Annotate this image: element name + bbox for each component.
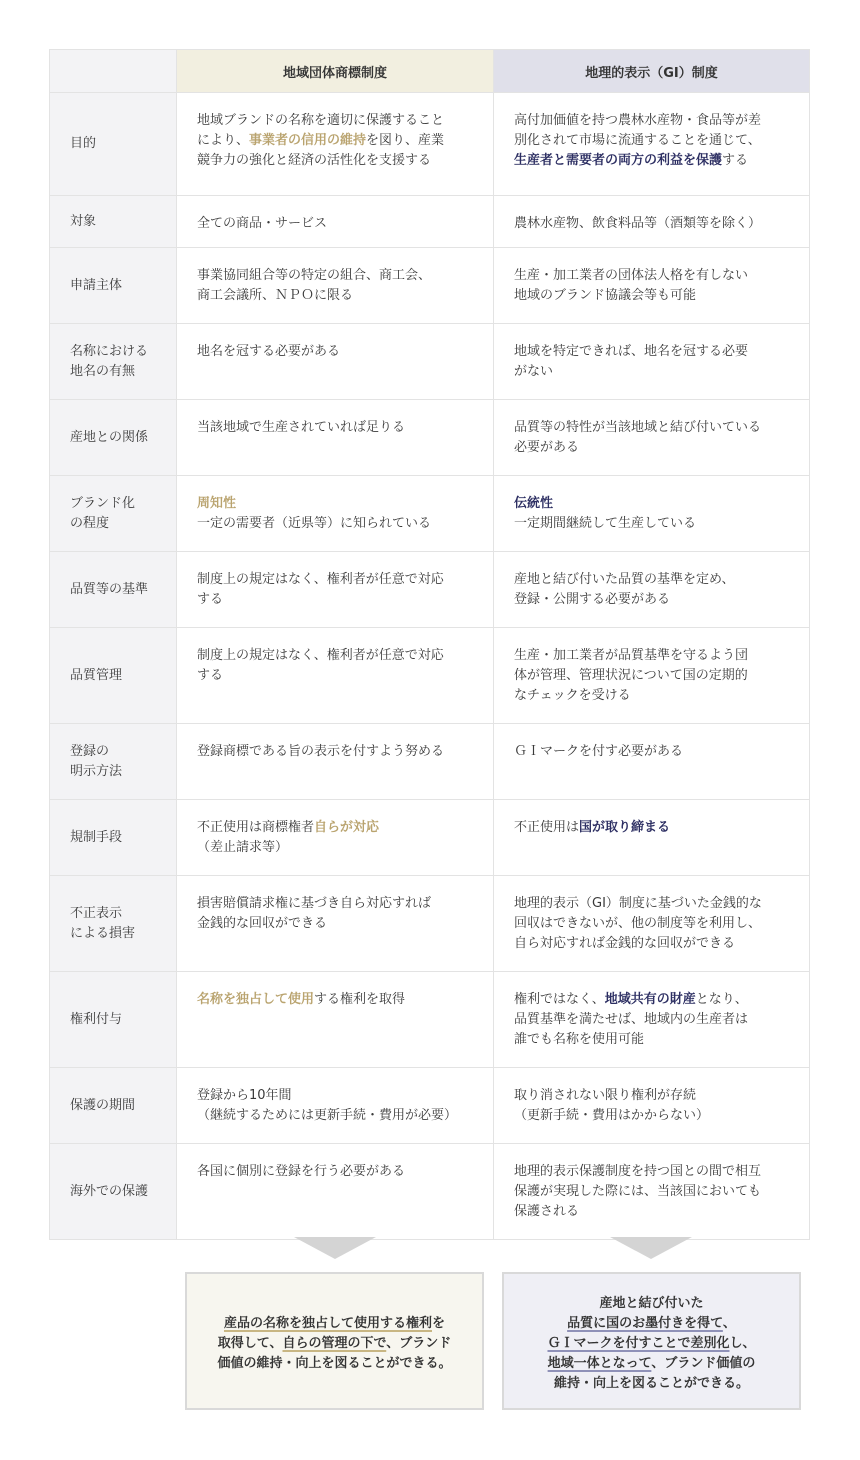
row-label-text: 地名の有無 [70, 363, 136, 379]
cell-geographical-indication [494, 400, 810, 476]
text-segment: 不正使用は商標権者 [197, 820, 315, 835]
cell-geographical-indication [494, 248, 810, 324]
summary-right-line [504, 1334, 799, 1354]
cell-regional-trademark-line [197, 666, 477, 686]
cell-regional-trademark-line [197, 742, 477, 762]
cell-geographical-indication-line [514, 131, 793, 151]
row-label-text: 保護の期間 [70, 1097, 136, 1113]
text-segment: がない [514, 364, 554, 379]
summary-geographical-indication [502, 1272, 801, 1410]
text-segment: 、 [722, 1316, 736, 1331]
cell-regional-trademark-line [197, 1162, 477, 1182]
cell-geographical-indication-line [514, 914, 793, 934]
text-segment: する権利を取得 [314, 992, 406, 1007]
cell-geographical-indication [494, 196, 810, 248]
cell-regional-trademark-line [197, 990, 477, 1010]
row-label-text: 権利付与 [70, 1011, 123, 1027]
summary-regional-trademark [185, 1272, 484, 1410]
cell-geographical-indication-line [514, 214, 793, 234]
underlined-text: ＧＩマークを付すことで差別化 [547, 1336, 730, 1351]
cell-regional-trademark-line [197, 151, 477, 171]
summary-left-line [187, 1314, 482, 1334]
cell-geographical-indication [494, 876, 810, 972]
cell-geographical-indication [494, 972, 810, 1068]
text-segment: 維持・向上を図ることができる。 [553, 1376, 749, 1391]
text-segment: 農林水産物、飲食料品等（酒類等を除く） [514, 216, 762, 231]
table-body [50, 93, 810, 1240]
text-segment: 一定期間継続して生産している [514, 516, 697, 531]
row-label [50, 248, 177, 324]
cell-regional-trademark [177, 552, 494, 628]
cell-regional-trademark-line [197, 266, 477, 286]
text-segment: 自ら対応すれば金銭的な回収ができる [514, 936, 736, 951]
cell-geographical-indication-line [514, 742, 793, 762]
table-row [50, 400, 810, 476]
text-segment: する [197, 592, 224, 607]
text-segment: 、ブランド価値の [651, 1356, 756, 1371]
cell-regional-trademark-line [197, 646, 477, 666]
cell-regional-trademark [177, 1068, 494, 1144]
cell-geographical-indication-line [514, 286, 793, 306]
cell-geographical-indication-line [514, 1106, 793, 1126]
text-segment: （継続するためには更新手続・費用が必要） [197, 1108, 458, 1123]
row-label-text: 登録の [70, 743, 110, 759]
cell-geographical-indication-line [514, 990, 793, 1010]
text-segment: 競争力の強化と経済の活性化を支援する [197, 153, 432, 168]
row-label-text: 対象 [70, 213, 97, 229]
cell-geographical-indication-line [514, 570, 793, 590]
cell-regional-trademark [177, 93, 494, 196]
down-arrow-right [610, 1237, 692, 1259]
text-segment: 回収はできないが、他の制度等を利用し、 [514, 916, 762, 931]
cell-geographical-indication-line [514, 666, 793, 686]
text-segment: 体が管理、管理状況について国の定期的 [514, 668, 748, 683]
row-label-text: 明示方法 [70, 763, 123, 779]
text-segment: ＧＩマークを付す必要がある [514, 744, 684, 759]
text-segment: 権利ではなく、 [514, 992, 605, 1007]
text-segment: 制度上の規定はなく、権利者が任意で対応 [197, 572, 444, 587]
highlighted-text: 国が取り締まる [579, 820, 671, 835]
table-row [50, 1144, 810, 1240]
row-label-text: 品質管理 [70, 667, 123, 683]
text-segment: 地理的表示（GI）制度に基づいた金銭的な [514, 896, 762, 911]
text-segment: 必要がある [514, 440, 580, 455]
highlighted-text: 事業者の信用の維持 [249, 133, 367, 148]
row-label [50, 876, 177, 972]
cell-geographical-indication-line [514, 686, 793, 706]
cell-geographical-indication-line [514, 362, 793, 382]
row-label [50, 724, 177, 800]
cell-regional-trademark [177, 400, 494, 476]
down-arrow-left [294, 1237, 376, 1259]
text-segment: 地域ブランドの名称を適切に保護すること [197, 113, 445, 128]
underlined-text: 自らの管理の下で [282, 1336, 387, 1351]
cell-geographical-indication [494, 324, 810, 400]
highlighted-text: 自らが対応 [314, 820, 380, 835]
highlighted-text: 生産者と需要者の両方の利益を保護 [514, 153, 723, 168]
cell-geographical-indication-line [514, 266, 793, 286]
row-label-text: 産地との関係 [70, 429, 149, 445]
row-label [50, 1068, 177, 1144]
text-segment: 各国に個別に登録を行う必要がある [197, 1164, 406, 1179]
row-label-text: 品質等の基準 [70, 581, 149, 597]
table-row [50, 324, 810, 400]
cell-regional-trademark [177, 324, 494, 400]
row-label-text: ブランド化 [70, 495, 136, 511]
highlighted-text: 伝統性 [514, 496, 554, 511]
table-row [50, 248, 810, 324]
cell-geographical-indication-line [514, 818, 793, 838]
header-geographical-indication: 地理的表示（GI）制度 [494, 50, 810, 93]
text-segment: 地域を特定できれば、地名を冠する必要 [514, 344, 749, 359]
highlighted-text: 地域共有の財産 [604, 992, 696, 1007]
cell-geographical-indication-line [514, 1182, 793, 1202]
text-segment: 損害賠償請求権に基づき自ら対応すれば [197, 896, 432, 911]
text-segment: 生産・加工業者の団体法人格を有しない [514, 268, 749, 283]
cell-regional-trademark [177, 800, 494, 876]
row-label [50, 800, 177, 876]
row-label [50, 324, 177, 400]
summary-right-line [504, 1374, 799, 1394]
cell-geographical-indication-line [514, 494, 793, 514]
text-segment: 制度上の規定はなく、権利者が任意で対応 [197, 648, 444, 663]
row-label [50, 196, 177, 248]
row-label-text: の程度 [70, 515, 110, 531]
cell-regional-trademark [177, 628, 494, 724]
text-segment: 地名を冠する必要がある [197, 344, 341, 359]
cell-regional-trademark-line [197, 838, 477, 858]
cell-geographical-indication [494, 476, 810, 552]
cell-geographical-indication [494, 724, 810, 800]
cell-geographical-indication [494, 800, 810, 876]
text-segment: 産地と結び付いた [599, 1296, 704, 1311]
table-row [50, 196, 810, 248]
underlined-text: 地域一体となって [547, 1356, 652, 1371]
text-segment: 、ブランド [386, 1336, 452, 1351]
row-label [50, 93, 177, 196]
text-segment: 登録商標である旨の表示を付すよう努める [197, 744, 445, 759]
row-label [50, 400, 177, 476]
text-segment: を [432, 1316, 446, 1331]
cell-regional-trademark [177, 1144, 494, 1240]
text-segment: により、 [197, 133, 250, 148]
cell-regional-trademark-line [197, 818, 477, 838]
cell-geographical-indication-line [514, 342, 793, 362]
summary-left-line [187, 1354, 482, 1374]
header-corner [50, 50, 177, 93]
table-row [50, 724, 810, 800]
text-segment: 誰でも名称を使用可能 [514, 1032, 645, 1047]
text-segment: 保護される [514, 1204, 580, 1219]
text-segment: 価値の維持・向上を図ることができる。 [217, 1356, 452, 1371]
cell-geographical-indication [494, 1068, 810, 1144]
text-segment: 事業協同組合等の特定の組合、商工会、 [197, 268, 432, 283]
summary-right-line [504, 1354, 799, 1374]
summary-left-line [187, 1334, 482, 1354]
row-label [50, 628, 177, 724]
table-row [50, 1068, 810, 1144]
table-row [50, 628, 810, 724]
text-segment: 登録・公開する必要がある [514, 592, 671, 607]
cell-regional-trademark-line [197, 342, 477, 362]
row-label-text: 名称における [70, 343, 149, 359]
table-row [50, 800, 810, 876]
text-segment: を図り、産業 [366, 133, 445, 148]
underlined-text: 産品の名称を独占して使用する権利 [223, 1316, 432, 1331]
text-segment: 保護が実現した際には、当該国においても [514, 1184, 762, 1199]
cell-regional-trademark-line [197, 1106, 477, 1126]
cell-regional-trademark-line [197, 1086, 477, 1106]
cell-regional-trademark [177, 972, 494, 1068]
cell-geographical-indication-line [514, 111, 793, 131]
summary-right-line [504, 1294, 799, 1314]
row-label [50, 476, 177, 552]
cell-geographical-indication-line [514, 590, 793, 610]
text-segment: 品質等の特性が当該地域と結び付いている [514, 420, 762, 435]
cell-regional-trademark-line [197, 570, 477, 590]
row-label [50, 972, 177, 1068]
row-label-text: 目的 [70, 136, 97, 151]
text-segment: 当該地域で生産されていれば足りる [197, 420, 406, 435]
table-row [50, 93, 810, 196]
table-row [50, 876, 810, 972]
highlighted-text: 名称を独占して使用 [197, 992, 315, 1007]
text-segment: 登録から10年間 [197, 1088, 292, 1103]
text-segment: 取得して、 [217, 1336, 283, 1351]
underlined-text: 品質に国のお墨付きを得て [567, 1316, 723, 1331]
text-segment: 一定の需要者（近県等）に知られている [197, 516, 432, 531]
cell-geographical-indication [494, 1144, 810, 1240]
text-segment: なチェックを受ける [514, 688, 631, 703]
text-segment: 産地と結び付いた品質の基準を定め、 [514, 572, 735, 587]
text-segment: 商工会議所、ＮＰＯに限る [197, 288, 354, 303]
row-label-text: 海外での保護 [70, 1183, 149, 1199]
cell-regional-trademark-line [197, 514, 477, 534]
cell-geographical-indication-line [514, 151, 793, 171]
text-segment: となり、 [695, 992, 748, 1007]
cell-regional-trademark-line [197, 214, 477, 234]
text-segment: する [722, 153, 749, 168]
cell-geographical-indication [494, 552, 810, 628]
cell-regional-trademark [177, 876, 494, 972]
cell-regional-trademark-line [197, 418, 477, 438]
cell-regional-trademark [177, 248, 494, 324]
text-segment: 地理的表示保護制度を持つ国との間で相互 [514, 1164, 762, 1179]
cell-geographical-indication-line [514, 1010, 793, 1030]
header-row [50, 50, 810, 93]
cell-regional-trademark-line [197, 914, 477, 934]
cell-regional-trademark-line [197, 111, 477, 131]
text-segment: 不正使用は [514, 820, 580, 835]
cell-regional-trademark-line [197, 894, 477, 914]
cell-regional-trademark [177, 476, 494, 552]
text-segment: 高付加価値を持つ農林水産物・食品等が差 [514, 113, 762, 128]
text-segment: 取り消されない限り権利が存続 [514, 1088, 697, 1103]
row-label [50, 1144, 177, 1240]
cell-regional-trademark-line [197, 590, 477, 610]
table-row [50, 552, 810, 628]
row-label [50, 552, 177, 628]
table-row [50, 972, 810, 1068]
row-label-text: 申請主体 [70, 277, 123, 293]
row-label-text: 規制手段 [70, 829, 123, 845]
text-segment: （更新手続・費用はかからない） [514, 1108, 710, 1123]
cell-geographical-indication-line [514, 438, 793, 458]
text-segment: 生産・加工業者が品質基準を守るよう団 [514, 648, 749, 663]
cell-geographical-indication-line [514, 514, 793, 534]
text-segment: 金銭的な回収ができる [197, 916, 328, 931]
cell-geographical-indication-line [514, 934, 793, 954]
text-segment: し、 [729, 1336, 756, 1351]
cell-geographical-indication-line [514, 646, 793, 666]
cell-regional-trademark-line [197, 286, 477, 306]
text-segment: する [197, 668, 224, 683]
row-label-text: による損害 [70, 925, 136, 941]
cell-geographical-indication-line [514, 1202, 793, 1222]
text-segment: 別化されて市場に流通することを通じて、 [514, 133, 761, 148]
row-label-text: 不正表示 [70, 905, 123, 921]
cell-geographical-indication-line [514, 894, 793, 914]
highlighted-text: 周知性 [197, 496, 237, 511]
header-regional-trademark: 地域団体商標制度 [177, 50, 494, 93]
cell-regional-trademark [177, 724, 494, 800]
cell-regional-trademark [177, 196, 494, 248]
cell-geographical-indication-line [514, 1086, 793, 1106]
cell-geographical-indication-line [514, 418, 793, 438]
cell-regional-trademark-line [197, 131, 477, 151]
text-segment: 品質基準を満たせば、地域内の生産者は [514, 1012, 749, 1027]
cell-geographical-indication [494, 628, 810, 724]
cell-geographical-indication-line [514, 1030, 793, 1050]
summary-right-line [504, 1314, 799, 1334]
comparison-table [49, 49, 810, 1240]
text-segment: 全ての商品・サービス [197, 216, 328, 231]
cell-geographical-indication-line [514, 1162, 793, 1182]
table-row [50, 476, 810, 552]
text-segment: 地域のブランド協議会等も可能 [514, 288, 697, 303]
text-segment: （差止請求等） [197, 840, 289, 855]
cell-regional-trademark-line [197, 494, 477, 514]
cell-geographical-indication [494, 93, 810, 196]
